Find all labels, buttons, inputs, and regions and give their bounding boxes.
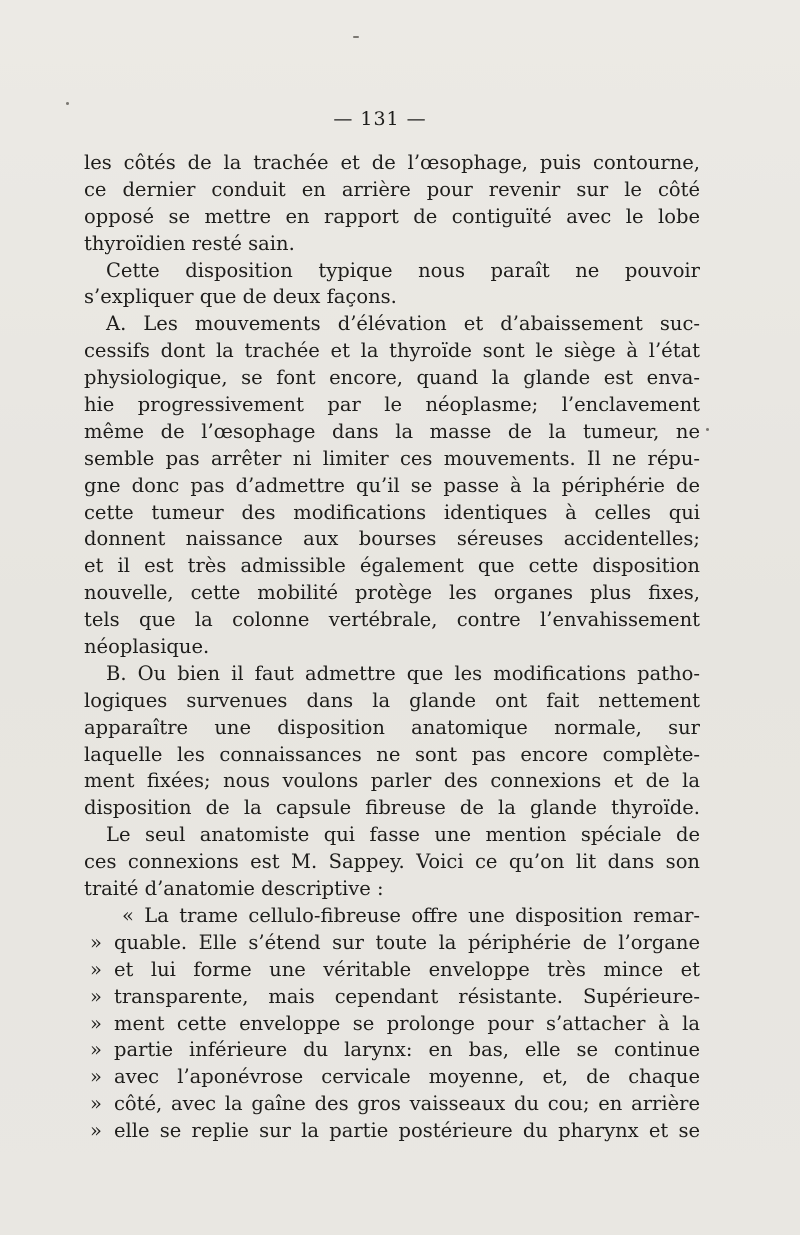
quote-line	[84, 1091, 700, 1118]
text-line: les côtés de la trachée et de l’œsophage, puis contourne,	[84, 151, 700, 174]
quote-text: côté, avec la gaîne des gros vaisseaux du cou; en arrière	[114, 1092, 700, 1116]
text-line: logiques survenues dans la glande ont fait nettement	[84, 688, 700, 712]
text-line: A. Les mouvements d’élévation et d’abaissement suc-	[106, 312, 700, 336]
quote-text: et lui forme une véritable enveloppe très mince et	[114, 957, 700, 981]
text-line: hie progressivement par le néoplasme; l’enclavement	[84, 393, 700, 417]
text-line: néoplasique.	[84, 635, 210, 659]
text-line: laquelle les connaissances ne sont pas encore complète-	[84, 742, 700, 766]
quote-mark: »	[90, 1092, 102, 1116]
quote-line	[84, 957, 700, 984]
text-line: ment fixées; nous voulons parler des connexions et de la	[84, 769, 700, 793]
text-line: même de l’œsophage dans la masse de la tumeur, ne	[84, 419, 700, 443]
quote-line	[84, 930, 700, 957]
text-line: donnent naissance aux bourses séreuses accidentelles;	[84, 527, 700, 551]
quote-text: quable. Elle s’étend sur toute la périphérie de l’organe	[114, 930, 700, 954]
text-line: disposition de la capsule fibreuse de la glande thyroïde.	[84, 796, 700, 820]
quote-mark: »	[90, 957, 102, 981]
quote-line	[84, 984, 700, 1011]
quote-mark: »	[90, 930, 102, 954]
paper-speck	[353, 36, 359, 38]
text-line: et il est très admissible également que cette disposition	[84, 554, 700, 578]
text-line: gne donc pas d’admettre qu’il se passe à la périphérie de	[84, 473, 700, 497]
text-line: s’expliquer que de deux façons.	[84, 285, 397, 309]
page-number: — 131 —	[333, 108, 427, 130]
text-line: ce dernier conduit en arrière pour revenir sur le côté	[84, 177, 700, 201]
quote-line	[84, 1064, 700, 1091]
text-line: ces connexions est M. Sappey. Voici ce qu’on lit dans son	[84, 850, 700, 874]
text-line: Cette disposition typique nous paraît ne pouvoir	[106, 258, 700, 282]
text-line: cessifs dont la trachée et la thyroïde sont le siège à l’état	[84, 339, 700, 363]
quote-line	[84, 1011, 700, 1038]
text-line: cette tumeur des modifications identiques à celles qui	[84, 500, 700, 524]
quote-text: ment cette enveloppe se prolonge pour s’attacher à la	[114, 1011, 700, 1035]
quote-mark: »	[90, 1119, 102, 1143]
quote-line	[84, 1118, 700, 1145]
quote-text: partie inférieure du larynx: en bas, elle se continue	[114, 1038, 700, 1062]
quote-text: avec l’aponévrose cervicale moyenne, et, de chaque	[114, 1065, 700, 1089]
quote-line	[84, 1037, 700, 1064]
body-text	[84, 150, 700, 1145]
paper-speck	[706, 428, 709, 431]
text-line: traité d’anatomie descriptive :	[84, 877, 384, 901]
paper-speck	[66, 102, 69, 105]
text-line: opposé se mettre en rapport de contiguïté avec le lobe	[84, 204, 700, 228]
text-line: nouvelle, cette mobilité protège les organes plus fixes,	[84, 581, 700, 605]
quote-line: « La trame cellulo-fibreuse offre une disposition remar-	[122, 903, 700, 927]
quote-mark: »	[90, 1011, 102, 1035]
text-line: Le seul anatomiste qui fasse une mention spéciale de	[106, 823, 700, 847]
quote-mark: »	[90, 1038, 102, 1062]
quote-text: elle se replie sur la partie postérieure du pharynx et se	[114, 1119, 700, 1143]
text-line: B. Ou bien il faut admettre que les modifications patho-	[106, 661, 700, 685]
text-line: tels que la colonne vertébrale, contre l’envahissement	[84, 608, 700, 632]
quote-mark: »	[90, 1065, 102, 1089]
text-line: thyroïdien resté sain.	[84, 231, 295, 255]
text-line: physiologique, se font encore, quand la glande est enva-	[84, 366, 700, 390]
text-line: semble pas arrêter ni limiter ces mouvements. Il ne répu-	[84, 446, 700, 470]
quote-text: transparente, mais cependant résistante. Supérieure-	[114, 984, 700, 1008]
text-line: apparaître une disposition anatomique normale, sur	[84, 715, 700, 739]
quote-mark: »	[90, 984, 102, 1008]
